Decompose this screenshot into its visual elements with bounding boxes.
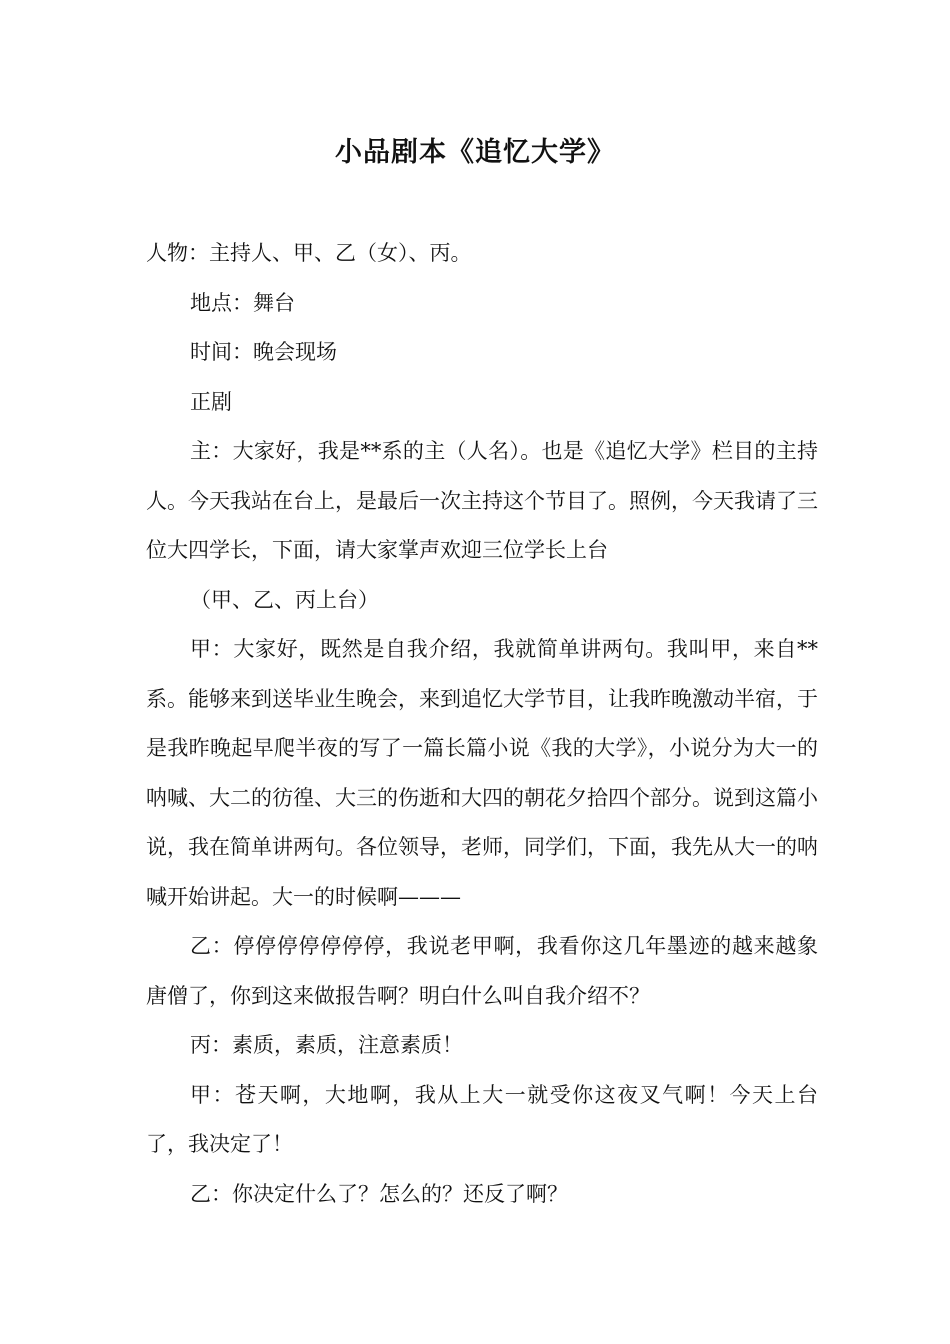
paragraph-genre: 正剧 xyxy=(190,389,232,414)
paragraph-yi-question: 乙：你决定什么了？怎么的？还反了啊？ xyxy=(190,1181,568,1206)
paragraph-characters: 人物：主持人、甲、乙（女）、丙。 xyxy=(146,241,472,265)
paragraph-jia-speech: 甲：大家好，既然是自我介绍，我就简单讲两句。我叫甲，来自**系。能够来到送毕业生晚会，来到追忆大学节目，让我昨晚激动半宿，于是我昨晚起早爬半夜的写了一篇长篇小说《我的大学》，小说分为大一的呐喊、大二的彷徨、大三的伤逝和大四的朝花夕拾四个部分。说到这篇小说，我在简单讲两句。各位领导，老师，同学们，下面，我先从大一的呐喊开始讲起。大一的时候啊——— xyxy=(146,637,818,909)
paragraph-location: 地点：舞台 xyxy=(190,290,295,315)
paragraph-stage-direction: （甲、乙、丙上台） xyxy=(190,587,379,612)
document-title: 小品剧本《追忆大学》 xyxy=(335,137,615,168)
paragraph-time: 时间：晚会现场 xyxy=(190,340,337,364)
paragraph-yi-interrupt: 乙：停停停停停停停，我说老甲啊，我看你这几年墨迹的越来越象唐僧了，你到这来做报告啊？明白什么叫自我介绍不？ xyxy=(146,934,818,1008)
document-body xyxy=(146,229,818,1219)
paragraph-bing-line: 丙：素质，素质，注意素质！ xyxy=(190,1033,463,1057)
paragraph-jia-reply: 甲：苍天啊，大地啊，我从上大一就受你这夜叉气啊！今天上台了，我决定了！ xyxy=(146,1082,818,1156)
paragraph-host-intro: 主：大家好，我是**系的主（人名）。也是《追忆大学》栏目的主持人。今天我站在台上，是最后一次主持这个节目了。照例，今天我请了三位大四学长，下面，请大家掌声欢迎三位学长上台 xyxy=(146,439,818,562)
